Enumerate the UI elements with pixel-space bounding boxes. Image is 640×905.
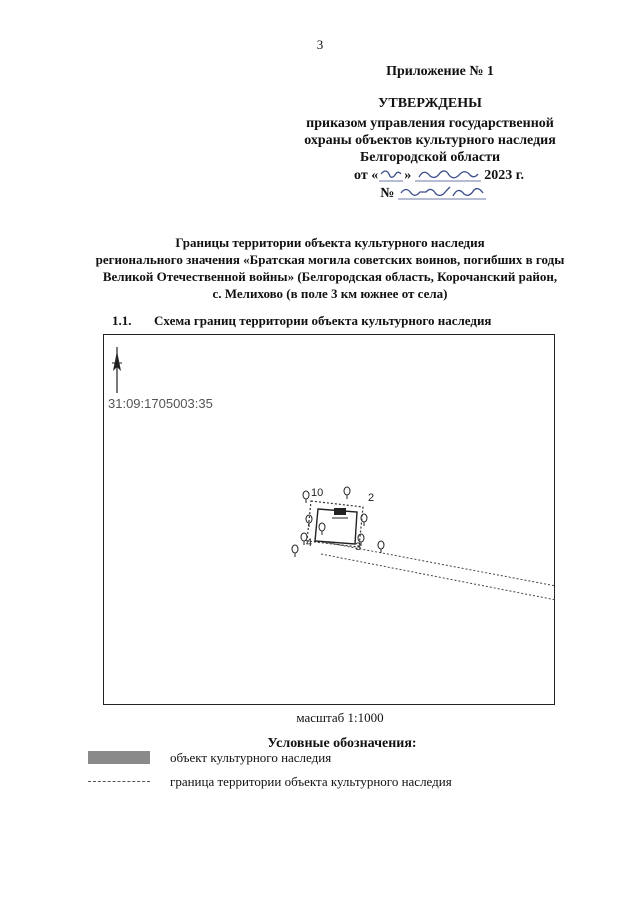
tree-icon <box>292 545 298 557</box>
tree-icon <box>319 523 325 535</box>
title-line-3: Великой Отечественной войны» (Белгородская область, Корочанский район, <box>102 269 558 284</box>
monument-icon <box>332 508 348 518</box>
section-number: 1.1. <box>112 313 132 328</box>
date-prefix: от « <box>354 168 379 183</box>
date-mid: » <box>404 168 412 183</box>
page-number: 3 <box>316 37 324 52</box>
number-prefix: № <box>380 186 395 201</box>
scale-label: масштаб 1:1000 <box>296 710 384 725</box>
north-arrow-icon <box>112 347 122 393</box>
approval-block <box>270 95 590 202</box>
point-label-4: 4 <box>306 537 313 549</box>
title-line-1: Границы территории объекта культурного наследия <box>175 235 485 250</box>
title-line-2: регионального значения «Братская могила советских воинов, погибших в годы <box>95 252 565 267</box>
section-title: Схема границ территории объекта культурного наследия <box>154 313 492 328</box>
approval-heading: УТВЕРЖДЕНЫ <box>378 96 482 111</box>
legend-title: Условные обозначения: <box>267 736 417 751</box>
approval-date-line <box>270 166 590 184</box>
approval-line-3: Белгородской области <box>359 150 501 165</box>
approval-line-2: охраны объектов культурного наследия <box>304 133 556 148</box>
cadastral-number: 31:09:1705003:35 <box>108 396 213 411</box>
approval-number-line <box>270 184 590 202</box>
handwritten-order-number <box>398 184 486 200</box>
approval-line-1: приказом управления государственной <box>306 116 554 131</box>
map-drawing <box>104 335 556 706</box>
point-label-3: 3 <box>355 541 362 553</box>
handwritten-month <box>415 166 481 182</box>
legend-item-label: объект культурного наследия <box>170 750 332 765</box>
tree-icon <box>378 541 384 553</box>
map-scheme <box>103 334 555 705</box>
handwritten-day <box>378 166 404 182</box>
point-label-10: 10 <box>311 487 324 499</box>
title-line-4: с. Мелихово (в поле 3 км южнее от села) <box>212 286 448 301</box>
document-title <box>70 234 590 302</box>
tree-icon <box>303 491 309 503</box>
section-heading <box>112 313 491 329</box>
tree-icon <box>344 487 350 499</box>
legend-gray-swatch-icon <box>88 751 150 764</box>
date-suffix: 2023 г. <box>484 168 524 183</box>
legend-dashed-line-icon <box>88 781 150 782</box>
appendix-title: Приложение № 1 <box>386 64 494 79</box>
legend-item-label: граница территории объекта культурного наследия <box>170 774 452 789</box>
point-label-2: 2 <box>368 492 375 504</box>
